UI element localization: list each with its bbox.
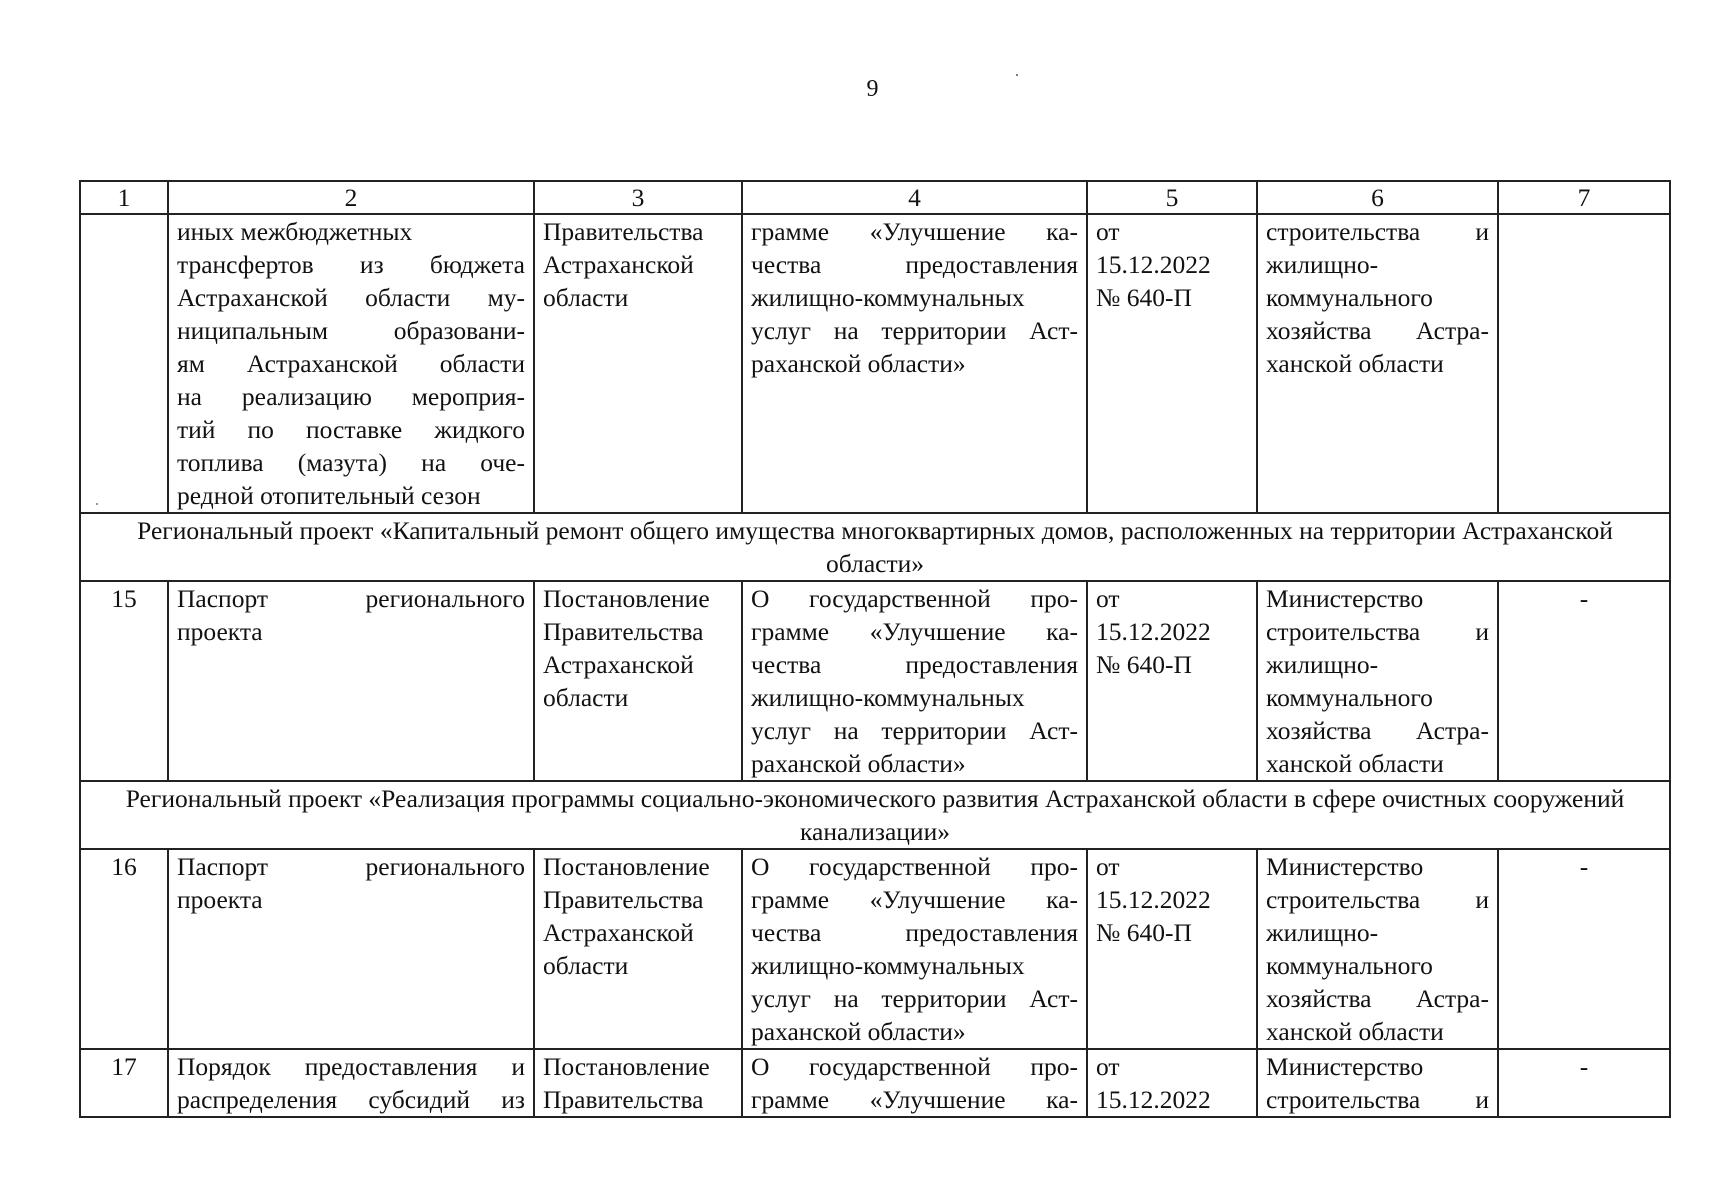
cell-line: Министерство [1266, 1052, 1424, 1081]
cell-responsible [1257, 214, 1498, 513]
cell-line: хозяйства Астра- [1266, 716, 1489, 745]
cell-act-title [742, 849, 1087, 1049]
cell-line: Паспорт регионального [177, 852, 525, 881]
cell-act-title [742, 581, 1087, 781]
header-cell: 5 [1087, 181, 1257, 214]
cell-line: топлива (мазута) на оче- [177, 448, 525, 477]
cell-line: жилищно- [1266, 650, 1379, 679]
cell-line: Порядок предоставления и [177, 1052, 525, 1081]
header-cell: 2 [168, 181, 534, 214]
cell-responsible [1257, 1049, 1498, 1117]
cell-line: О государственной про- [751, 1052, 1078, 1081]
cell-document-name [168, 581, 534, 781]
cell-line: грамме «Улучшение ка- [751, 1085, 1078, 1114]
cell-line: жилищно- [1266, 250, 1379, 279]
cell-num [80, 214, 168, 513]
cell-line: жилищно-коммунальных [751, 683, 1025, 712]
cell-line: ханской области [1266, 749, 1444, 778]
cell-line: Постановление [543, 852, 710, 881]
cell-line: строительства и [1266, 617, 1489, 646]
cell-line: О государственной про- [751, 852, 1078, 881]
cell-line: раханской области» [751, 349, 966, 378]
cell-act-date [1087, 214, 1257, 513]
table-row [80, 214, 1670, 513]
cell-line: Правительства [543, 617, 704, 646]
header-cell: 1 [80, 181, 168, 214]
cell-line: Постановление [543, 1052, 710, 1081]
cell-line: раханской области» [751, 749, 966, 778]
cell-line: редной отопительный сезон [177, 481, 481, 510]
cell-line [177, 215, 525, 248]
cell-line: трансфертов из бюджета [177, 250, 525, 279]
cell-note: - [1498, 849, 1670, 1049]
cell-line: проекта [177, 885, 263, 914]
section-title: Региональный проект «Реализация программы социально-экономического развития Астраханской области в сфере очистных сооружений канализации» [80, 781, 1670, 849]
cell-line: Министерство [1266, 852, 1424, 881]
cell-line: области [543, 951, 629, 980]
scan-speck [1016, 74, 1018, 76]
cell-line: области [543, 283, 629, 312]
cell-responsible [1257, 581, 1498, 781]
cell-line: проекта [177, 617, 263, 646]
cell-line: коммунального [1266, 683, 1433, 712]
table-row [80, 849, 1670, 1049]
cell-line: Астраханской [543, 918, 694, 947]
cell-line: хозяйства Астра- [1266, 984, 1489, 1013]
cell-line: Министерство [1266, 584, 1424, 613]
cell-line: коммунального [1266, 951, 1433, 980]
cell-line: 15.12.2022 [1096, 250, 1211, 279]
cell-responsible [1257, 849, 1498, 1049]
cell-line: жилищно-коммунальных [751, 283, 1025, 312]
cell-act-type [534, 581, 742, 781]
cell-line: № 640-П [1096, 650, 1192, 679]
cell-line: чества предоставления [751, 918, 1078, 947]
cell-document-name [168, 849, 534, 1049]
page-number: 9 [866, 76, 879, 102]
section-row [80, 781, 1670, 849]
cell-line: ханской области [1266, 1017, 1444, 1046]
cell-line: № 640-П [1096, 283, 1192, 312]
table-row [80, 581, 1670, 781]
cell-act-date [1087, 1049, 1257, 1117]
cell-line: от [1096, 1052, 1120, 1081]
cell-line: жилищно- [1266, 918, 1379, 947]
cell-act-title [742, 214, 1087, 513]
cell-line: строительства и [1266, 217, 1489, 246]
cell-act-date [1087, 849, 1257, 1049]
header-row [80, 181, 1670, 214]
cell-document-name [168, 1049, 534, 1117]
cell-line: ниципальным образовани- [177, 316, 525, 345]
cell-line: Астраханской области му- [177, 283, 525, 312]
cell-line: услуг на территории Аст- [751, 716, 1078, 745]
cell-line: О государственной про- [751, 584, 1078, 613]
cell-line: Правительства [543, 1085, 704, 1114]
cell-line: 15.12.2022 [1096, 1085, 1211, 1114]
cell-act-date [1087, 581, 1257, 781]
cell-line: чества предоставления [751, 650, 1078, 679]
table-row [80, 1049, 1670, 1117]
cell-act-type [534, 214, 742, 513]
cell-line: от [1096, 584, 1120, 613]
cell-line: 15.12.2022 [1096, 885, 1211, 914]
cell-act-type [534, 849, 742, 1049]
cell-line: строительства и [1266, 885, 1489, 914]
cell-line: строительства и [1266, 1085, 1489, 1114]
cell-act-type [534, 1049, 742, 1117]
cell-line: раханской области» [751, 1017, 966, 1046]
cell-line: Постановление [543, 584, 710, 613]
cell-line: на реализацию мероприя- [177, 382, 525, 411]
cell-num: 17 [80, 1049, 168, 1117]
cell-line: коммунального [1266, 283, 1433, 312]
cell-line: от [1096, 852, 1120, 881]
cell-line: Правительства [543, 885, 704, 914]
cell-line: от [1096, 217, 1120, 246]
cell-line: Паспорт регионального [177, 584, 525, 613]
cell-line: грамме «Улучшение ка- [751, 885, 1078, 914]
cell-line: ханской области [1266, 349, 1444, 378]
cell-line: услуг на территории Аст- [751, 316, 1078, 345]
cell-line: чества предоставления [751, 250, 1078, 279]
cell-note: - [1498, 581, 1670, 781]
cell-line: Астраханской [543, 250, 694, 279]
cell-line: грамме «Улучшение ка- [751, 617, 1078, 646]
cell-line: распределения субсидий из [177, 1085, 525, 1114]
section-row [80, 513, 1670, 581]
cell-line: услуг на территории Аст- [751, 984, 1078, 1013]
cell-line: ям Астраханской области [177, 349, 525, 378]
header-cell: 7 [1498, 181, 1670, 214]
cell-line: Астраханской [543, 650, 694, 679]
cell-num: 15 [80, 581, 168, 781]
header-cell: 4 [742, 181, 1087, 214]
cell-note: - [1498, 1049, 1670, 1117]
cell-line: тий по поставке жидкого [177, 415, 525, 444]
document-table [79, 180, 1671, 1118]
cell-line: № 640-П [1096, 918, 1192, 947]
section-title: Региональный проект «Капитальный ремонт общего имущества многоквартирных домов, расположенных на территории Астраханской области» [80, 513, 1670, 581]
cell-num: 16 [80, 849, 168, 1049]
cell-line: жилищно-коммунальных [751, 951, 1025, 980]
header-cell: 6 [1257, 181, 1498, 214]
cell-line: Правительства [543, 217, 704, 246]
cell-line: 15.12.2022 [1096, 617, 1211, 646]
cell-note [1498, 214, 1670, 513]
header-cell: 3 [534, 181, 742, 214]
cell-document-name [168, 214, 534, 513]
cell-line: грамме «Улучшение ка- [751, 217, 1078, 246]
cell-line: хозяйства Астра- [1266, 316, 1489, 345]
cell-line: области [543, 683, 629, 712]
cell-act-title [742, 1049, 1087, 1117]
spread-text: иных межбюджетных [177, 217, 413, 246]
